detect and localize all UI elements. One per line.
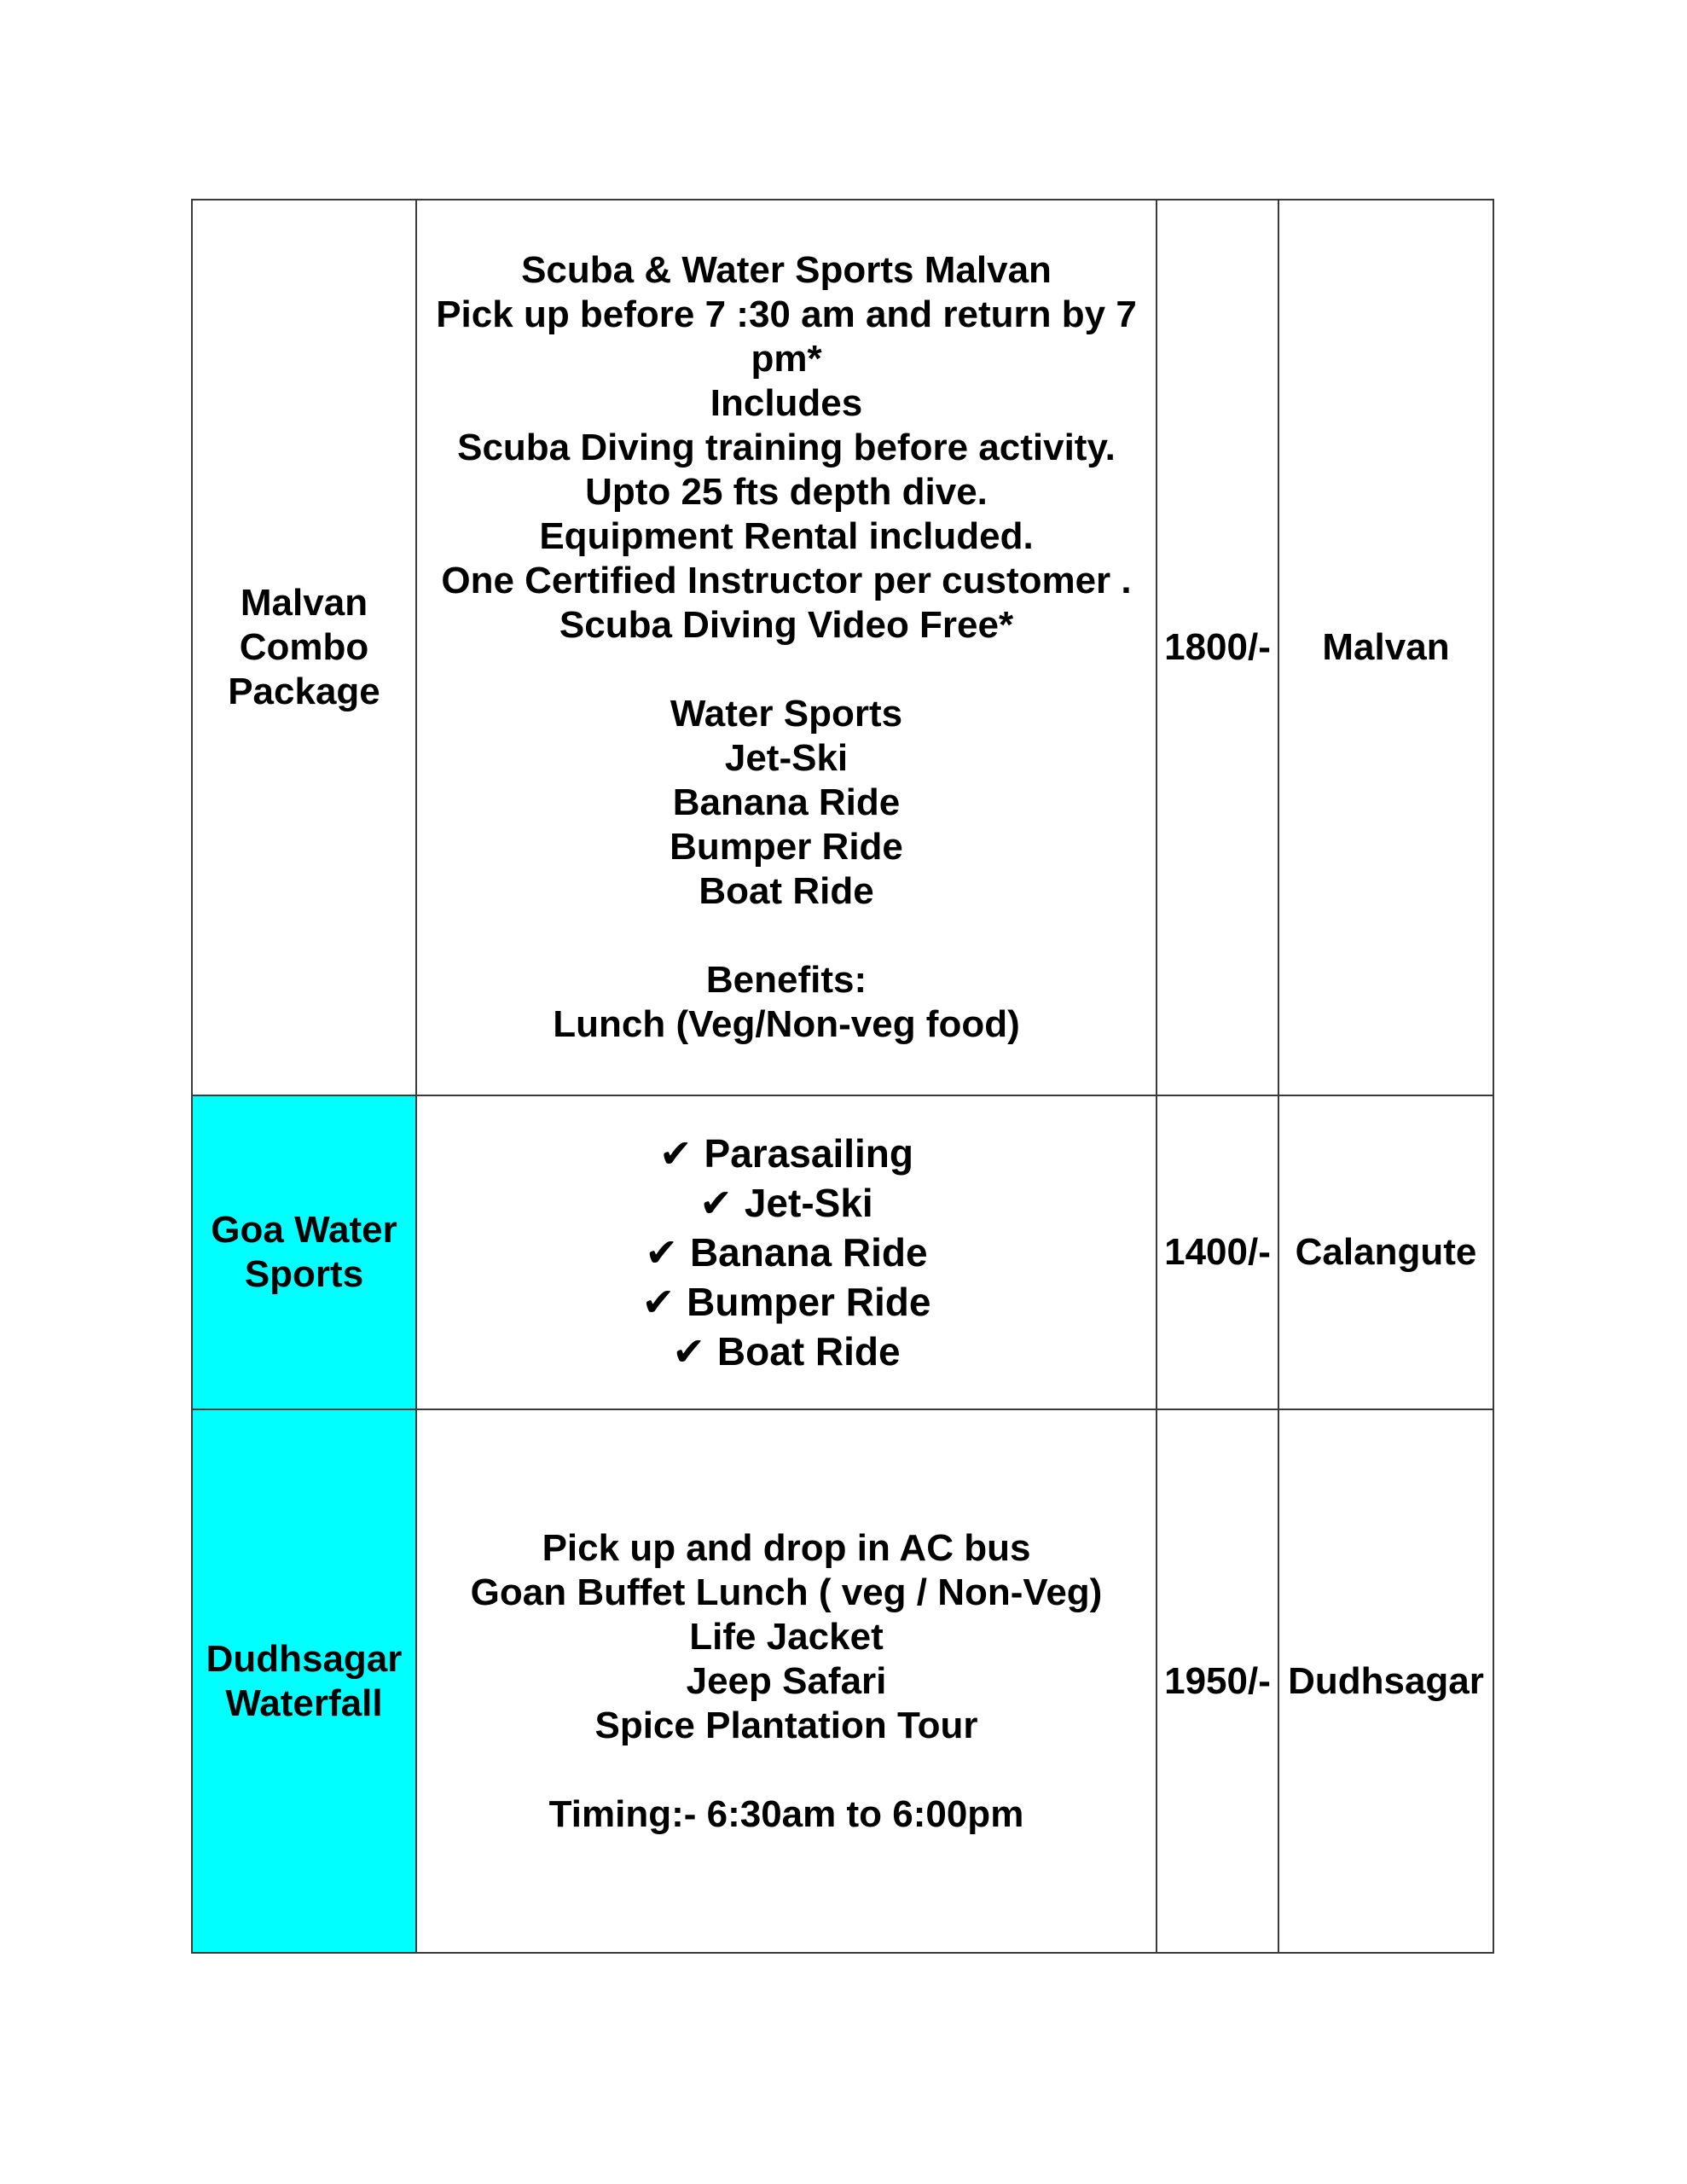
checklist-item-label: Bumper Ride	[687, 1280, 931, 1324]
package-name-line: Sports	[244, 1253, 364, 1295]
checkmark-icon: ✔	[672, 1329, 705, 1374]
location-cell: Calangute	[1278, 1095, 1493, 1409]
description-line: Goan Buffet Lunch ( veg / Non-Veg)	[470, 1571, 1103, 1613]
description-line: Equipment Rental included.	[539, 515, 1034, 557]
table-row	[192, 1409, 1493, 1953]
package-description-cell	[416, 1409, 1157, 1953]
description-spacer	[424, 648, 1149, 692]
description-line: Pick up before 7 :30 am and return by 7	[436, 293, 1137, 335]
checkmark-icon: ✔	[645, 1230, 678, 1275]
description-line: Life Jacket	[689, 1615, 884, 1658]
location-cell: Dudhsagar	[1278, 1409, 1493, 1953]
description-line: Includes	[710, 382, 863, 424]
description-line: Boat Ride	[699, 870, 874, 912]
description-line: Jeep Safari	[686, 1659, 887, 1702]
package-name-line: Goa Water	[211, 1209, 397, 1251]
description-line: pm*	[751, 338, 822, 380]
description-line: Scuba Diving Video Free*	[559, 604, 1014, 646]
package-name-line: Malvan	[240, 582, 368, 624]
checklist-item	[424, 1129, 1149, 1178]
checklist-item	[424, 1327, 1149, 1376]
price-cell: 1400/-	[1157, 1095, 1278, 1409]
description-line: Upto 25 fts depth dive.	[585, 471, 988, 513]
description-line: Scuba & Water Sports Malvan	[521, 249, 1052, 291]
package-description-cell	[416, 1095, 1157, 1409]
checklist-item	[424, 1178, 1149, 1228]
description-line: Water Sports	[670, 693, 903, 735]
checkmark-icon: ✔	[641, 1280, 675, 1324]
location-cell: Malvan	[1278, 200, 1493, 1095]
price-cell: 1950/-	[1157, 1409, 1278, 1953]
description-spacer	[424, 914, 1149, 958]
table-row	[192, 1095, 1493, 1409]
package-name-cell	[192, 1409, 416, 1953]
checklist-item	[424, 1277, 1149, 1327]
checklist-item-label: Banana Ride	[689, 1230, 928, 1275]
description-line: Spice Plantation Tour	[594, 1704, 978, 1746]
package-name-cell	[192, 1095, 416, 1409]
description-line: Benefits:	[705, 959, 867, 1001]
package-name-line: Package	[228, 671, 380, 712]
description-line: Bumper Ride	[670, 826, 903, 868]
checklist-item-label: Boat Ride	[716, 1329, 901, 1374]
description-spacer	[424, 1748, 1149, 1792]
description-line: Lunch (Veg/Non-veg food)	[553, 1003, 1020, 1045]
description-line: Scuba Diving training before activity.	[457, 427, 1116, 468]
table-row	[192, 200, 1493, 1095]
package-name-line: Combo	[239, 626, 369, 668]
description-line: Jet-Ski	[724, 737, 849, 779]
package-name-line: Dudhsagar	[206, 1637, 403, 1680]
checklist-item-label: Parasailing	[704, 1131, 913, 1176]
price-cell: 1800/-	[1157, 200, 1278, 1095]
checklist-item	[424, 1228, 1149, 1277]
description-line: Timing:- 6:30am to 6:00pm	[548, 1792, 1024, 1835]
description-line: One Certified Instructor per customer .	[441, 560, 1132, 601]
description-line: Banana Ride	[672, 781, 901, 823]
checkmark-icon: ✔	[699, 1181, 733, 1225]
description-line: Pick up and drop in AC bus	[542, 1526, 1031, 1569]
checklist-item-label: Jet-Ski	[744, 1181, 873, 1225]
package-name-cell	[192, 200, 416, 1095]
packages-table	[191, 199, 1494, 1954]
package-description-cell	[416, 200, 1157, 1095]
package-name-line: Waterfall	[225, 1682, 383, 1724]
checkmark-icon: ✔	[659, 1131, 693, 1176]
